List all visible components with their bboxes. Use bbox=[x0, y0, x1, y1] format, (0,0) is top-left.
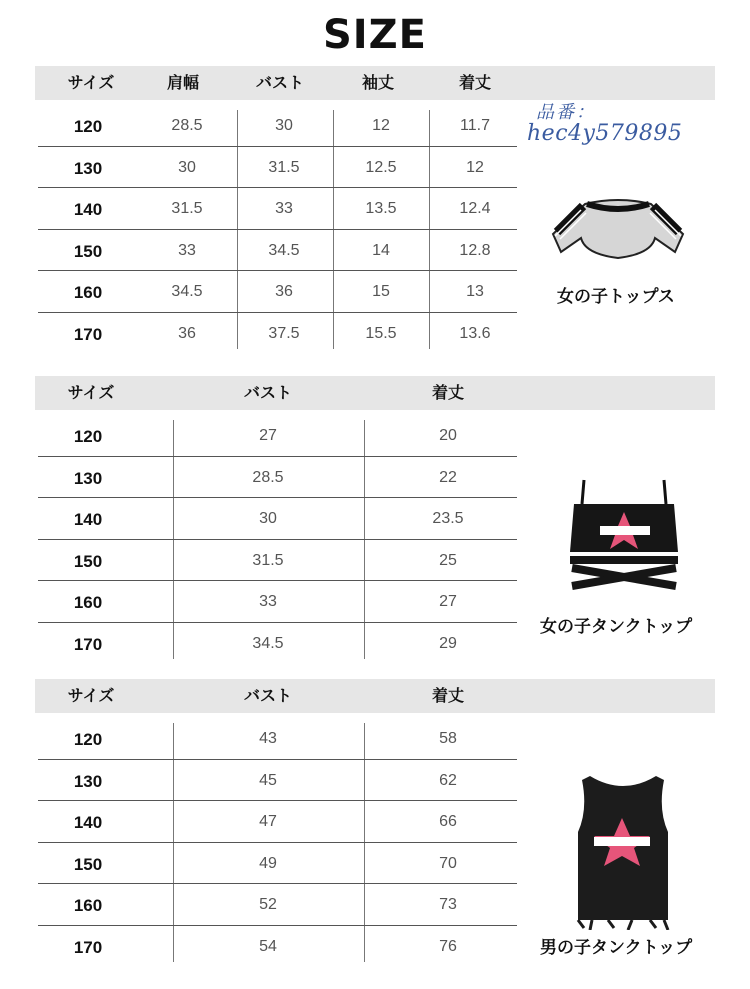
size-cell: 140 bbox=[73, 200, 103, 219]
girls-tank-top-image bbox=[560, 476, 688, 606]
column-header: サイズ bbox=[67, 73, 115, 92]
girls-crop-top-image bbox=[543, 192, 693, 270]
table-cell: 11.7 bbox=[460, 117, 490, 134]
row-divider bbox=[38, 842, 517, 843]
product-label-boys-tank: 男の子タンクトップ bbox=[540, 938, 693, 958]
table-cell: 70 bbox=[439, 854, 457, 872]
product-code-label: 品番： bbox=[536, 102, 596, 123]
row-divider bbox=[38, 497, 517, 498]
table-cell: 13 bbox=[466, 283, 484, 300]
size-cell: 130 bbox=[73, 158, 103, 178]
table-cell: 73 bbox=[439, 896, 457, 913]
column-header: 着丈 bbox=[431, 383, 464, 402]
column-header: サイズ bbox=[67, 383, 115, 402]
table-cell: 31.5 bbox=[171, 200, 203, 217]
table-cell: 36 bbox=[178, 324, 196, 342]
size-cell: 160 bbox=[73, 593, 103, 612]
column-header: バスト bbox=[243, 383, 292, 402]
row-divider bbox=[38, 925, 517, 926]
product-code: hec4y579895 bbox=[527, 121, 683, 146]
table-cell: 28.5 bbox=[171, 117, 203, 134]
size-cell: 150 bbox=[73, 241, 103, 261]
table-cell: 36 bbox=[275, 283, 293, 300]
column-header: バスト bbox=[255, 73, 304, 92]
column-header: 着丈 bbox=[458, 73, 491, 92]
size-cell: 140 bbox=[73, 813, 103, 832]
table-cell: 54 bbox=[259, 937, 277, 955]
size-cell: 160 bbox=[73, 283, 103, 302]
table-cell: 12.5 bbox=[365, 158, 397, 176]
table-cell: 31.5 bbox=[268, 158, 300, 176]
table-cell: 43 bbox=[259, 730, 277, 747]
row-divider bbox=[38, 883, 517, 884]
boys-tank-top-image bbox=[568, 770, 678, 930]
table-header bbox=[35, 66, 715, 100]
size-cell: 150 bbox=[73, 854, 103, 874]
table-cell: 34.5 bbox=[171, 283, 203, 300]
table-cell: 47 bbox=[259, 813, 277, 830]
table-cell: 34.5 bbox=[252, 634, 284, 652]
column-header: サイズ bbox=[67, 686, 115, 705]
table-cell: 13.5 bbox=[365, 200, 397, 217]
row-divider bbox=[38, 456, 517, 457]
table-cell: 76 bbox=[439, 937, 457, 955]
size-cell: 120 bbox=[73, 730, 103, 749]
row-divider bbox=[38, 800, 517, 801]
size-cell: 140 bbox=[73, 510, 103, 529]
table-header bbox=[35, 376, 715, 410]
row-divider bbox=[38, 270, 517, 271]
table-cell: 34.5 bbox=[268, 241, 300, 259]
row-divider bbox=[38, 229, 517, 230]
size-cell: 130 bbox=[73, 468, 103, 488]
row-divider bbox=[38, 580, 517, 581]
row-divider bbox=[38, 539, 517, 540]
table-cell: 33 bbox=[178, 241, 196, 259]
table-cell: 45 bbox=[259, 771, 277, 789]
table-cell: 30 bbox=[178, 158, 196, 176]
column-header: 肩幅 bbox=[166, 73, 199, 92]
size-cell: 130 bbox=[73, 771, 103, 791]
table-cell: 12 bbox=[466, 158, 484, 176]
table-cell: 27 bbox=[439, 593, 457, 610]
product-label-girls-tank: 女の子タンクトップ bbox=[540, 617, 693, 637]
table-cell: 20 bbox=[439, 427, 457, 444]
row-divider bbox=[38, 187, 517, 188]
table-cell: 15 bbox=[372, 283, 390, 300]
table-cell: 27 bbox=[259, 427, 277, 444]
table-cell: 22 bbox=[439, 468, 457, 486]
table-cell: 33 bbox=[259, 593, 277, 610]
size-cell: 150 bbox=[73, 551, 103, 571]
row-divider bbox=[38, 759, 517, 760]
table-cell: 52 bbox=[259, 896, 277, 913]
table-cell: 13.6 bbox=[459, 324, 491, 342]
table-cell: 23.5 bbox=[432, 510, 464, 527]
size-cell: 170 bbox=[73, 324, 103, 344]
page-title: SIZE bbox=[322, 12, 428, 58]
size-cell: 120 bbox=[73, 117, 103, 136]
table-cell: 15.5 bbox=[365, 324, 397, 342]
column-header: バスト bbox=[243, 686, 292, 705]
size-cell: 160 bbox=[73, 896, 103, 915]
table-cell: 29 bbox=[439, 634, 457, 652]
table-cell: 37.5 bbox=[268, 324, 300, 342]
row-divider bbox=[38, 622, 517, 623]
size-cell: 120 bbox=[73, 427, 103, 446]
row-divider bbox=[38, 146, 517, 147]
table-cell: 62 bbox=[439, 771, 457, 789]
table-cell: 28.5 bbox=[252, 468, 284, 486]
product-label-girls-top: 女の子トップス bbox=[557, 287, 675, 307]
table-cell: 12.4 bbox=[459, 200, 491, 217]
table-cell: 49 bbox=[259, 854, 277, 872]
column-header: 袖丈 bbox=[361, 73, 394, 92]
table-cell: 25 bbox=[439, 551, 457, 569]
row-divider bbox=[38, 312, 517, 313]
table-header bbox=[35, 679, 715, 713]
table-cell: 58 bbox=[439, 730, 457, 747]
table-cell: 30 bbox=[275, 117, 293, 134]
table-cell: 12.8 bbox=[459, 241, 491, 259]
size-cell: 170 bbox=[73, 634, 103, 654]
table-cell: 12 bbox=[372, 117, 390, 134]
column-header: 着丈 bbox=[431, 686, 464, 705]
table-cell: 31.5 bbox=[252, 551, 284, 569]
table-cell: 66 bbox=[439, 813, 457, 830]
table-cell: 33 bbox=[275, 200, 293, 217]
table-cell: 30 bbox=[259, 510, 277, 527]
table-cell: 14 bbox=[372, 241, 390, 259]
size-cell: 170 bbox=[73, 937, 103, 957]
